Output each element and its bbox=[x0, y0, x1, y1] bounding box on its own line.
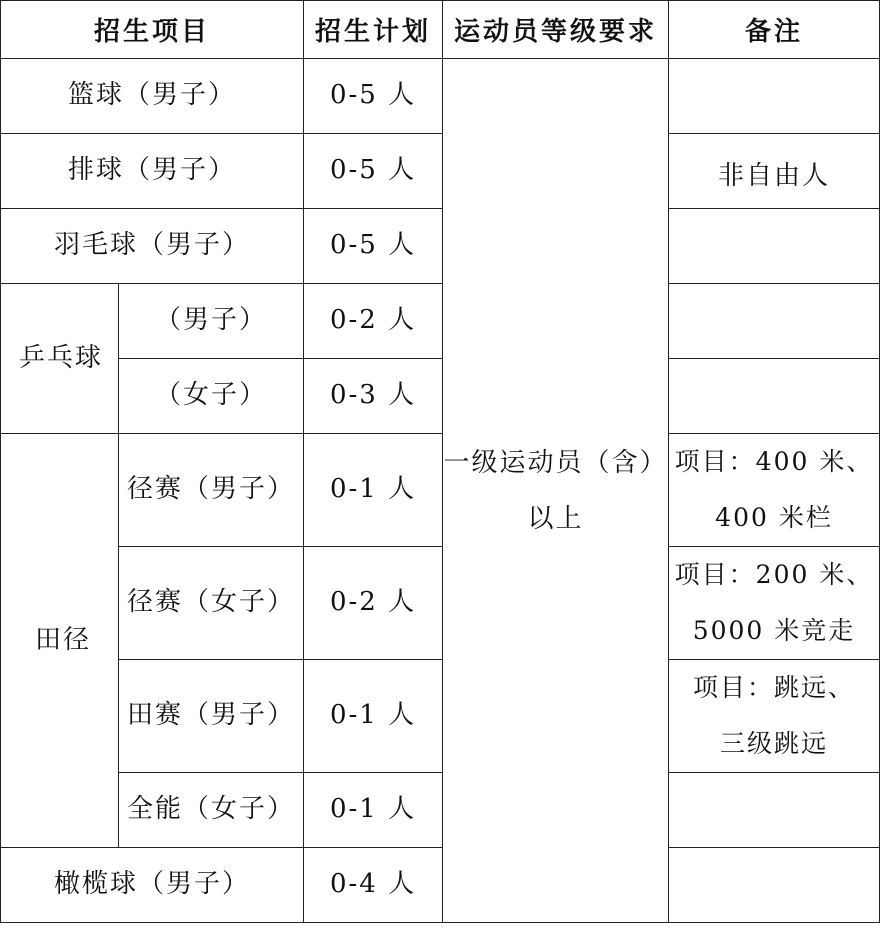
header-level: 运动员等级要求 bbox=[443, 1, 669, 59]
plan-field-men: 0-1 人 bbox=[304, 660, 443, 773]
plan-badminton: 0-5 人 bbox=[304, 209, 443, 284]
plan-table-tennis-women: 0-3 人 bbox=[304, 359, 443, 434]
project-basketball: 篮球（男子） bbox=[1, 59, 304, 134]
table-row bbox=[1, 284, 880, 359]
note-track-women-line2: 5000 米竞走 bbox=[692, 616, 856, 645]
project-badminton: 羽毛球（男子） bbox=[1, 209, 304, 284]
note-table-tennis-women bbox=[669, 359, 880, 434]
project-volleyball: 排球（男子） bbox=[1, 134, 304, 209]
sub-track-women: 径赛（女子） bbox=[119, 547, 304, 660]
table-row bbox=[1, 660, 880, 773]
note-track-women bbox=[669, 547, 880, 660]
note-badminton bbox=[669, 209, 880, 284]
note-volleyball: 非自由人 bbox=[669, 134, 880, 209]
header-row bbox=[1, 1, 880, 59]
level-requirement bbox=[443, 59, 669, 923]
group-athletics: 田径 bbox=[1, 434, 119, 848]
plan-track-men: 0-1 人 bbox=[304, 434, 443, 547]
header-plan: 招生计划 bbox=[304, 1, 443, 59]
table-row bbox=[1, 773, 880, 848]
plan-rugby: 0-4 人 bbox=[304, 848, 443, 923]
note-track-men bbox=[669, 434, 880, 547]
sub-allround-women: 全能（女子） bbox=[119, 773, 304, 848]
sub-track-men: 径赛（男子） bbox=[119, 434, 304, 547]
header-project: 招生项目 bbox=[1, 1, 304, 59]
level-requirement-line1: 一级运动员（含） bbox=[443, 447, 668, 478]
note-track-men-line2: 400 米栏 bbox=[715, 503, 833, 532]
group-table-tennis: 乒乓球 bbox=[1, 284, 119, 434]
sub-field-men: 田赛（男子） bbox=[119, 660, 304, 773]
plan-basketball: 0-5 人 bbox=[304, 59, 443, 134]
level-requirement-line2: 以上 bbox=[527, 503, 584, 534]
note-basketball bbox=[669, 59, 880, 134]
table-row bbox=[1, 359, 880, 434]
table-row bbox=[1, 547, 880, 660]
table-row bbox=[1, 848, 880, 923]
plan-volleyball: 0-5 人 bbox=[304, 134, 443, 209]
note-track-women-line1: 项目：200 米、 bbox=[674, 560, 874, 589]
table-row bbox=[1, 434, 880, 547]
table-row bbox=[1, 134, 880, 209]
sub-table-tennis-men: （男子） bbox=[119, 284, 304, 359]
project-rugby: 橄榄球（男子） bbox=[1, 848, 304, 923]
note-field-men-line1: 项目：跳远、 bbox=[693, 673, 856, 702]
note-track-men-line1: 项目：400 米、 bbox=[674, 447, 874, 476]
header-note: 备注 bbox=[669, 1, 880, 59]
table-row bbox=[1, 59, 880, 134]
note-field-men-line2: 三级跳远 bbox=[720, 729, 829, 758]
note-allround-women bbox=[669, 773, 880, 848]
sub-table-tennis-women: （女子） bbox=[119, 359, 304, 434]
table-row bbox=[1, 209, 880, 284]
note-field-men bbox=[669, 660, 880, 773]
note-rugby bbox=[669, 848, 880, 923]
plan-table-tennis-men: 0-2 人 bbox=[304, 284, 443, 359]
plan-allround-women: 0-1 人 bbox=[304, 773, 443, 848]
note-table-tennis-men bbox=[669, 284, 880, 359]
plan-track-women: 0-2 人 bbox=[304, 547, 443, 660]
